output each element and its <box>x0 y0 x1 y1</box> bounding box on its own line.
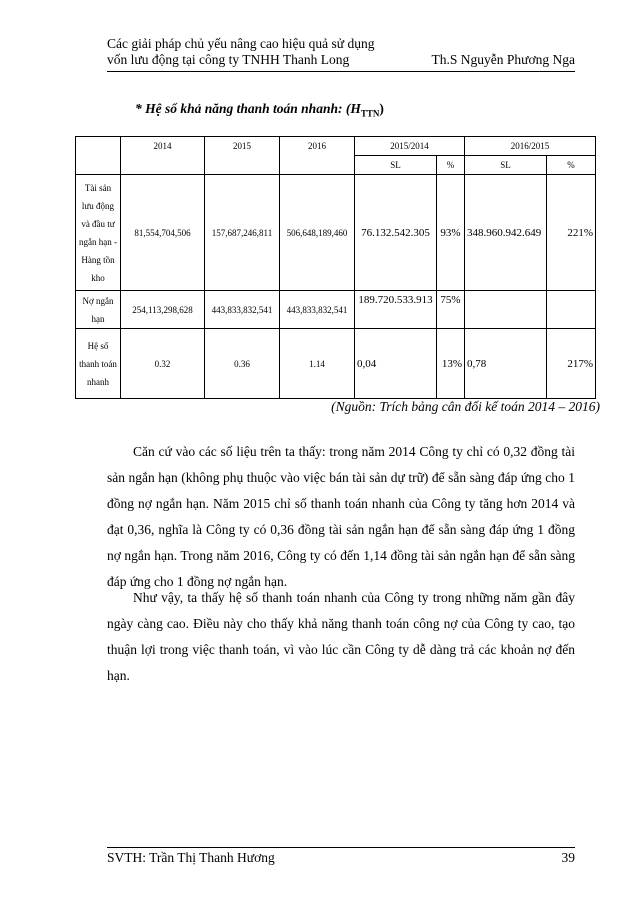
row-label: Hệ số thanh toán nhanh <box>76 329 121 399</box>
section-title-text: * Hệ số khả năng thanh toán nhanh: (H <box>135 101 361 116</box>
section-title <box>135 101 384 119</box>
table-corner <box>76 137 121 175</box>
cell-sl-2016-2015: 0,78 <box>465 329 547 399</box>
col-header-2014: 2014 <box>121 137 205 175</box>
cell-2015: 157,687,246,811 <box>205 175 280 291</box>
cell-percent-2016-2015: 221% <box>547 175 596 291</box>
cell-percent-2015-2014: 93% <box>437 175 465 291</box>
quick-ratio-table <box>75 136 596 399</box>
table-row <box>76 329 596 399</box>
table-row <box>76 175 596 291</box>
table-source-note: (Nguồn: Trích bảng cân đối kế toán 2014 – 2016) <box>331 399 600 414</box>
cell-sl-2015-2014: 76.132.542.305 <box>355 175 437 291</box>
cell-sl-2015-2014: 0,04 <box>355 329 437 399</box>
table-header-row <box>76 137 596 156</box>
cell-2016: 1.14 <box>280 329 355 399</box>
section-title-subscript: TTN <box>360 108 380 119</box>
header-advisor: Th.S Nguyễn Phương Nga <box>431 52 575 67</box>
body-paragraph: Như vậy, ta thấy hệ số thanh toán nhanh của Công ty trong những năm gần đây ngày càng cao. Điều này cho thấy khả năng thanh toán công nợ của Công ty cao, tạo thuận lợi trong việc thanh toán, vì vào lúc cần Công ty dễ dàng trả các khoản nợ đến hạn. <box>107 589 575 683</box>
page-footer <box>107 850 575 866</box>
cell-2014: 254,113,298,628 <box>121 291 205 329</box>
header-rule <box>107 71 575 72</box>
section-title-close: ) <box>379 101 384 116</box>
subheader-percent: % <box>437 156 465 175</box>
cell-sl-2016-2015: 348.960.942.649 <box>465 175 547 291</box>
cell-sl-2015-2014: 189.720.533.913 <box>355 291 437 329</box>
body-paragraph: Căn cứ vào các số liệu trên ta thấy: trong năm 2014 Công ty chỉ có 0,32 đồng tài sản ngắn hạn (không phụ thuộc vào việc bán tài sản dự trữ) để sẵn sàng đáp ứng cho 1 đồng nợ ngắn hạn. Năm 2015 chỉ số thanh toán nhanh của Công ty tăng hơn 2014 và đạt 0,36, nghĩa là Công ty có 0,36 đồng tài sản ngắn hạn để sẵn sàng đáp ứng 1 đồng nợ ngắn hạn. Trong năm 2016, Công ty có đến 1,14 đồng tài sản ngắn hạn để sẵn sàng đáp ứng cho 1 đồng nợ ngắn hạn. <box>107 443 575 589</box>
page-number: 39 <box>561 850 575 865</box>
cell-percent-2015-2014: 75% <box>437 291 465 329</box>
col-header-2016-2015: 2016/2015 <box>465 137 596 156</box>
subheader-sl: SL <box>355 156 437 175</box>
row-label: Nợ ngắn hạn <box>76 291 121 329</box>
subheader-percent: % <box>547 156 596 175</box>
header-line1: Các giải pháp chủ yếu nâng cao hiệu quả sử dụng <box>107 36 375 51</box>
cell-2015: 443,833,832,541 <box>205 291 280 329</box>
cell-2016: 443,833,832,541 <box>280 291 355 329</box>
page-header <box>107 36 575 68</box>
cell-2014: 0.32 <box>121 329 205 399</box>
cell-2015: 0.36 <box>205 329 280 399</box>
col-header-2015-2014: 2015/2014 <box>355 137 465 156</box>
col-header-2016: 2016 <box>280 137 355 175</box>
col-header-2015: 2015 <box>205 137 280 175</box>
footer-rule <box>107 847 575 848</box>
header-thesis-title: vốn lưu động tại công ty TNHH Thanh Long <box>107 52 350 67</box>
footer-author: SVTH: Trần Thị Thanh Hương <box>107 850 275 865</box>
cell-2014: 81,554,704,506 <box>121 175 205 291</box>
cell-percent-2016-2015: 217% <box>547 329 596 399</box>
cell-sl-2016-2015 <box>465 291 547 329</box>
cell-2016: 506,648,189,460 <box>280 175 355 291</box>
subheader-sl: SL <box>465 156 547 175</box>
row-label: Tài sản lưu động và đầu tư ngắn hạn - Hàng tồn kho <box>76 175 121 291</box>
table-row <box>76 291 596 329</box>
cell-percent-2016-2015 <box>547 291 596 329</box>
cell-percent-2015-2014: 13% <box>437 329 465 399</box>
